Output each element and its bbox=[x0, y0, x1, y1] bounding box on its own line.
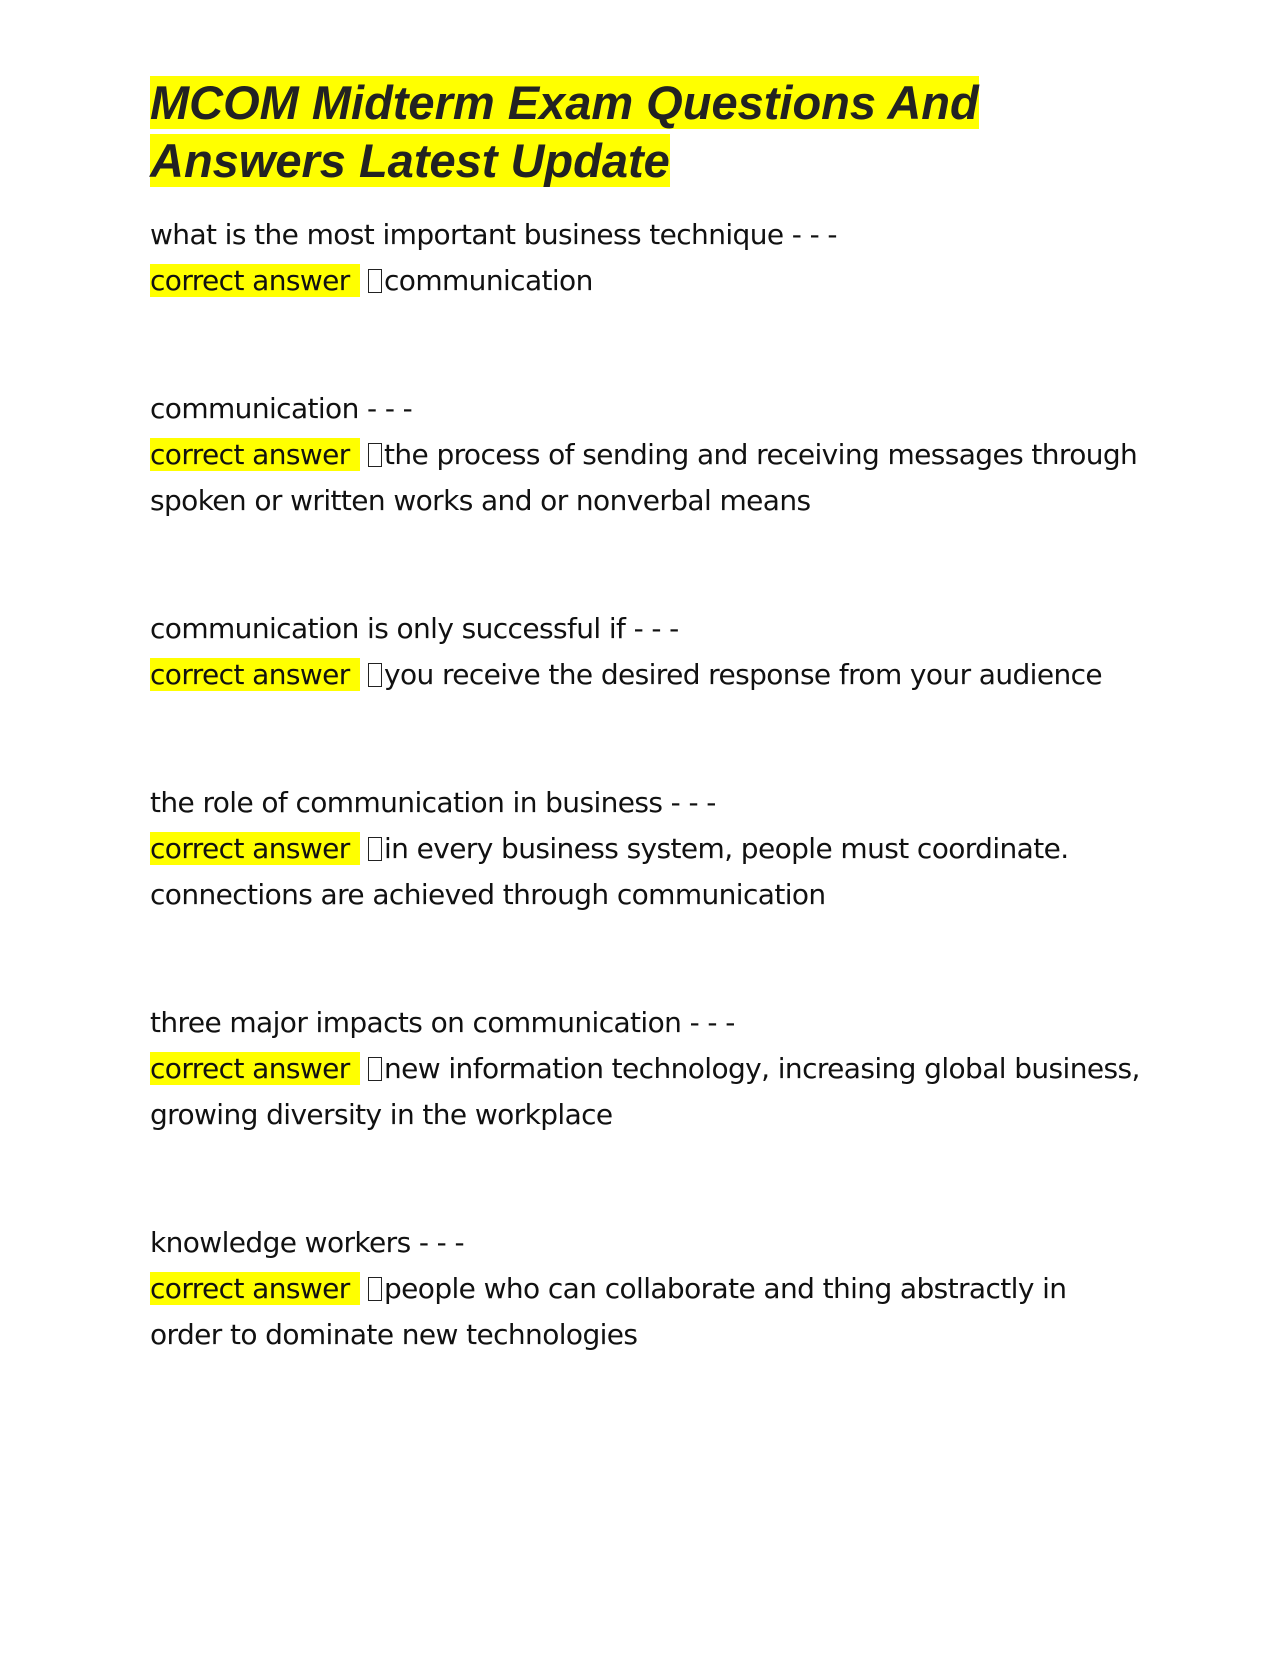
answer-text: communication bbox=[384, 264, 593, 297]
question-text: communication is only successful if - - - bbox=[150, 612, 679, 645]
correct-answer-label: correct answer bbox=[150, 1272, 360, 1305]
answer-text: people who can collaborate and thing abstractly in order to dominate new technologies bbox=[150, 1272, 1067, 1351]
answer-line bbox=[150, 1266, 1140, 1358]
question-text: what is the most important business technique - - - bbox=[150, 218, 837, 251]
title-line-1: MCOM Midterm Exam Questions And bbox=[150, 76, 979, 129]
missing-glyph-icon bbox=[368, 443, 382, 467]
correct-answer-label: correct answer bbox=[150, 264, 360, 297]
question-text: knowledge workers - - - bbox=[150, 1226, 464, 1259]
correct-answer-label: correct answer bbox=[150, 438, 360, 471]
answer-line bbox=[150, 432, 1140, 524]
answer-line bbox=[150, 1046, 1140, 1138]
missing-glyph-icon bbox=[368, 269, 382, 293]
answer-line bbox=[150, 652, 1140, 698]
answer-text: you receive the desired response from your audience bbox=[384, 658, 1103, 691]
document-page bbox=[150, 74, 1140, 1440]
question-text: three major impacts on communication - - - bbox=[150, 1006, 735, 1039]
missing-glyph-icon bbox=[368, 663, 382, 687]
missing-glyph-icon bbox=[368, 1057, 382, 1081]
answer-line bbox=[150, 826, 1140, 918]
question-text: the role of communication in business - - - bbox=[150, 786, 716, 819]
qa-item bbox=[150, 780, 1140, 918]
qa-item bbox=[150, 1000, 1140, 1138]
qa-list bbox=[150, 212, 1140, 1358]
answer-text: in every business system, people must coordinate. connections are achieved through communication bbox=[150, 832, 1069, 911]
qa-item bbox=[150, 386, 1140, 524]
correct-answer-label: correct answer bbox=[150, 1052, 360, 1085]
answer-text: new information technology, increasing global business, growing diversity in the workplace bbox=[150, 1052, 1140, 1131]
title-line-2: Answers Latest Update bbox=[150, 134, 670, 187]
missing-glyph-icon bbox=[368, 1277, 382, 1301]
missing-glyph-icon bbox=[368, 837, 382, 861]
question-text: communication - - - bbox=[150, 392, 413, 425]
document-title bbox=[150, 74, 1140, 190]
correct-answer-label: correct answer bbox=[150, 832, 360, 865]
qa-item bbox=[150, 1220, 1140, 1358]
correct-answer-label: correct answer bbox=[150, 658, 360, 691]
answer-line bbox=[150, 258, 1140, 304]
answer-text: the process of sending and receiving messages through spoken or written works and or nonverbal means bbox=[150, 438, 1138, 517]
qa-item bbox=[150, 212, 1140, 304]
qa-item bbox=[150, 606, 1140, 698]
